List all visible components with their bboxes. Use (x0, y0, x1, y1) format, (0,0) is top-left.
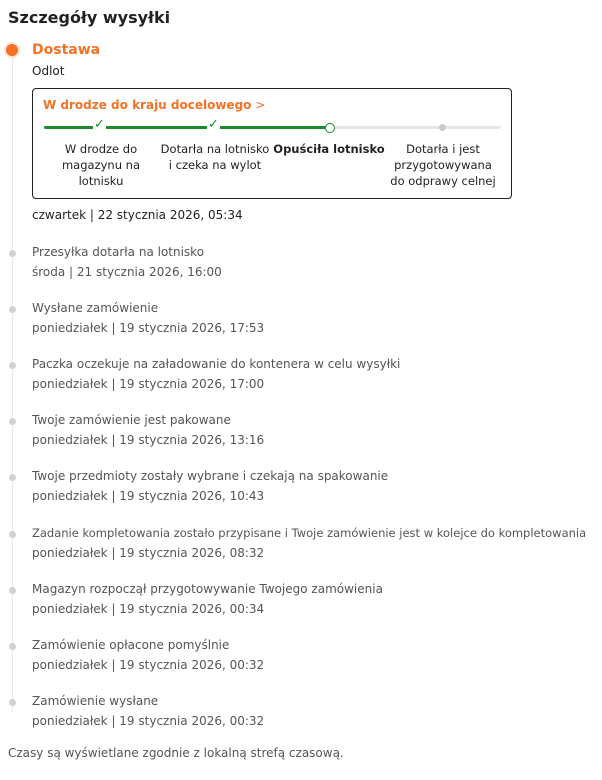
check-icon: ✓ (208, 117, 219, 132)
event-time: poniedziałek | 19 stycznia 2026, 08:32 (32, 546, 265, 560)
event-dot (9, 587, 16, 594)
current-status: Dostawa (32, 42, 101, 58)
event-title: Paczka oczekuje na załadowanie do kontenera w celu wysyłki (32, 357, 401, 371)
event-title: Zadanie kompletowania zostało przypisane i Twoje zamówienie jest w kolejce do kompletowania (32, 526, 587, 540)
timeline-event (0, 694, 602, 734)
event-title: Twoje zamówienie jest pakowane (32, 413, 231, 427)
event-title: Magazyn rozpoczął przygotowywanie Twojego zamówienia (32, 582, 383, 596)
destination-link[interactable] (43, 98, 265, 112)
timeline-event (0, 301, 602, 341)
event-dot (9, 643, 16, 650)
event-dot (9, 418, 16, 425)
timeline-event (0, 638, 602, 678)
event-dot (9, 531, 16, 538)
event-dot (9, 699, 16, 706)
check-icon: ✓ (94, 117, 105, 132)
stage-label-current: Opuściła lotnisko (273, 142, 385, 156)
page-title: Szczegóły wysyłki (8, 8, 171, 27)
event-time: poniedziałek | 19 stycznia 2026, 00:32 (32, 714, 265, 728)
pending-stage-node (439, 124, 446, 131)
event-time: poniedziałek | 19 stycznia 2026, 17:53 (32, 321, 265, 335)
stage-label: Dotarła na lotnisko i czeka na wylot (160, 142, 270, 172)
event-dot (9, 474, 16, 481)
event-title: Zamówienie wysłane (32, 694, 159, 708)
event-title: Zamówienie opłacone pomyślnie (32, 638, 230, 652)
progress-card (32, 88, 512, 199)
timeline-event (0, 357, 602, 397)
event-time: poniedziałek | 19 stycznia 2026, 00:32 (32, 658, 265, 672)
stage-label: W drodze do magazynu na lotnisku (61, 142, 140, 188)
event-time: środa | 21 stycznia 2026, 16:00 (32, 265, 222, 279)
event-dot (9, 362, 16, 369)
event-time: poniedziałek | 19 stycznia 2026, 00:34 (32, 602, 265, 616)
current-status-dot (6, 44, 18, 56)
event-time: poniedziałek | 19 stycznia 2026, 17:00 (32, 377, 265, 391)
timeline-event (0, 582, 602, 622)
event-title: Przesyłka dotarła na lotnisko (32, 245, 205, 259)
timeline-event (0, 469, 602, 509)
timeline-event (0, 526, 602, 566)
event-dot (9, 306, 16, 313)
stage-label: Dotarła i jest przygotowywana do odprawy celnej (390, 142, 496, 188)
event-time: poniedziałek | 19 stycznia 2026, 10:43 (32, 489, 265, 503)
current-stage-node (325, 123, 335, 133)
chevron-right-icon: > (255, 98, 266, 112)
destination-link-label: W drodze do kraju docelowego (43, 98, 252, 112)
progress-track (44, 117, 501, 132)
event-time: poniedziałek | 19 stycznia 2026, 13:16 (32, 433, 265, 447)
timeline-event (0, 245, 602, 285)
event-title: Wysłane zamówienie (32, 301, 159, 315)
event-dot (9, 250, 16, 257)
current-status-time: czwartek | 22 stycznia 2026, 05:34 (32, 208, 243, 222)
event-title: Twoje przedmioty zostały wybrane i czekają na spakowanie (32, 469, 389, 483)
current-substatus: Odlot (32, 64, 65, 78)
timeline-event (0, 413, 602, 453)
timezone-note: Czasy są wyświetlane zgodnie z lokalną strefą czasową. (8, 746, 344, 760)
progress-fill (44, 126, 330, 129)
